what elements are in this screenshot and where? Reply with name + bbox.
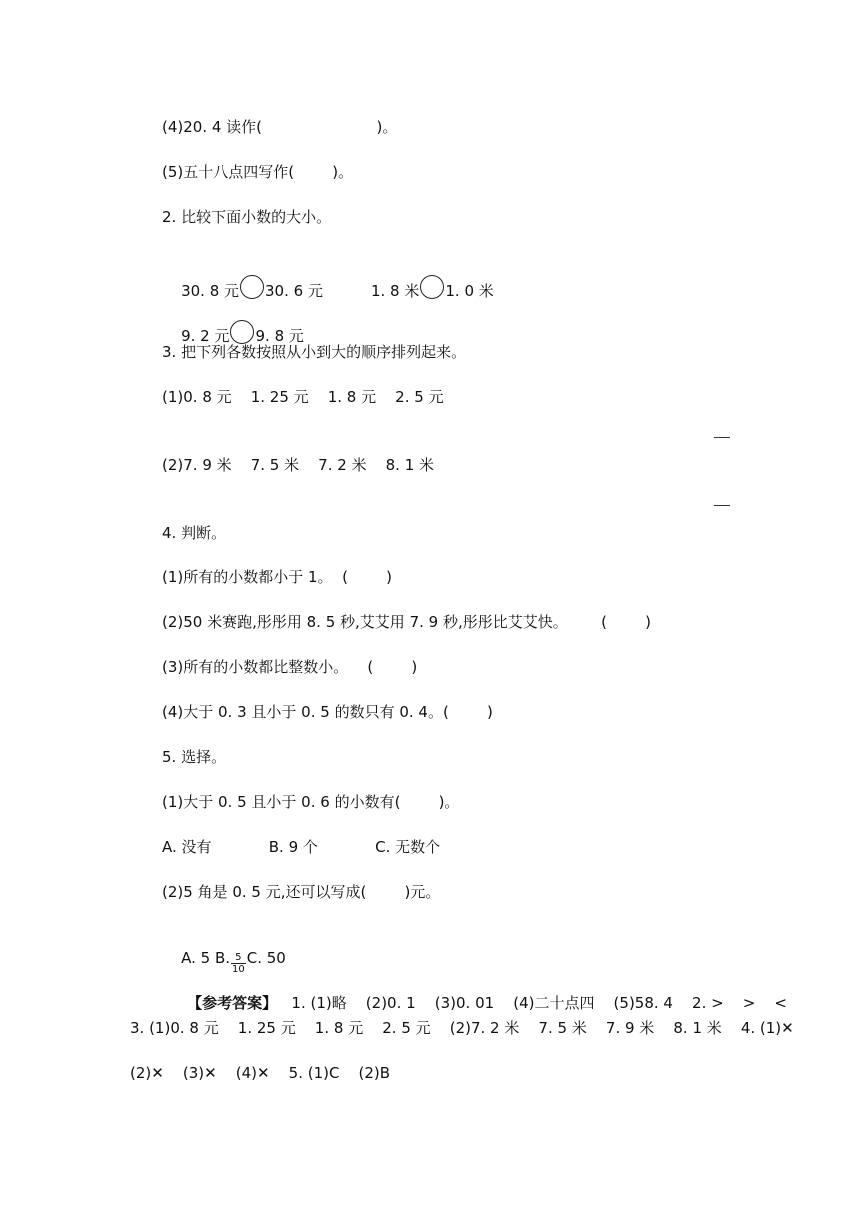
answers-label: 【参考答案】	[187, 994, 278, 1012]
q5-item1-options: A. 没有 B. 9 个 C. 无数个	[162, 838, 441, 856]
fraction-denominator: 10	[232, 964, 245, 975]
answers-line-2: 3. (1)0. 8 元 1. 25 元 1. 8 元 2. 5 元 (2)7. 2 米 7. 5 米 7. 9 米 8. 1 米 4. (1)✕	[130, 1019, 794, 1037]
q2-left3: 9. 2 元	[181, 327, 230, 345]
fraction-numerator: 5	[231, 952, 246, 964]
option-c: C. 50	[246, 949, 286, 967]
q3-item2: (2)7. 9 米 7. 5 米 7. 2 米 8. 1 米	[162, 456, 435, 474]
q4-item4: (4)大于 0. 3 且小于 0. 5 的数只有 0. 4。( )	[162, 703, 493, 721]
q1-item5: (5)五十八点四写作( )。	[162, 163, 354, 181]
q5-heading: 5. 选择。	[162, 748, 227, 766]
q5-item2: (2)5 角是 0. 5 元,还可以写成( )元。	[162, 883, 441, 901]
answers-line-3: (2)✕ (3)✕ (4)✕ 5. (1)C (2)B	[130, 1064, 391, 1082]
option-a: A. 5	[181, 949, 211, 967]
q4-item3: (3)所有的小数都比整数小。 ( )	[162, 658, 418, 676]
q5-item1: (1)大于 0. 5 且小于 0. 6 的小数有( )。	[162, 793, 460, 811]
q2-right3: 9. 8 元	[255, 327, 304, 345]
q2-right1: 30. 6 元	[265, 282, 323, 300]
q2-right2: 1. 0 米	[445, 282, 494, 300]
fraction-five-tenths	[231, 952, 246, 975]
q3-heading: 3. 把下列各数按照从小到大的顺序排列起来。	[162, 343, 467, 361]
q4-item1: (1)所有的小数都小于 1。 ( )	[162, 568, 392, 586]
compare-circle-3[interactable]	[230, 320, 254, 344]
answer-line-2	[714, 505, 730, 506]
q3-item1: (1)0. 8 元 1. 25 元 1. 8 元 2. 5 元	[162, 388, 444, 406]
q4-heading: 4. 判断。	[162, 524, 227, 542]
q2-left1: 30. 8 元	[181, 282, 240, 300]
option-b: B.	[214, 949, 230, 967]
answers-text-1: 1. (1)略 (2)0. 1 (3)0. 01 (4)二十点四 (5)58. 4 2. > > <	[291, 994, 787, 1012]
q2-heading: 2. 比较下面小数的大小。	[162, 208, 332, 226]
q4-item2: (2)50 米赛跑,彤彤用 8. 5 秒,艾艾用 7. 9 秒,彤彤比艾艾快。 ( )	[162, 613, 651, 631]
q2-left2: 1. 8 米	[370, 282, 420, 300]
compare-circle-2[interactable]	[420, 275, 444, 299]
q1-item4: (4)20. 4 读作( )。	[162, 118, 398, 136]
compare-circle-1[interactable]	[240, 275, 264, 299]
answer-line-1	[714, 437, 730, 438]
